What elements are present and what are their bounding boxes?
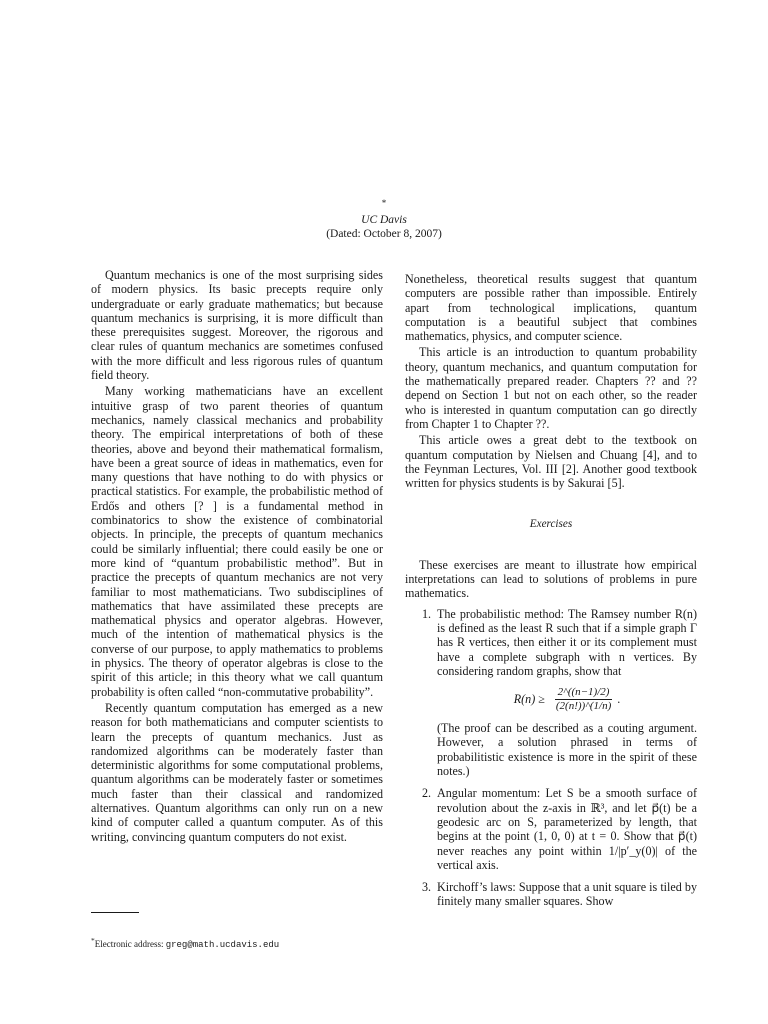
paragraph: Many working mathematicians have an excellent intuitive grasp of two parent theories of quantum mechanics, namely classical mechanics and probability theory. The empirical interpretations of both of these theories, above and beyond their mathematical formalism, have been a great source of ideas in mathematics, even for many questions that have nothing to do with physics or practical statistics. For example, the probabilistic method of Erdős and others [? ] is a fundamental method in combinatorics to show the existence of combinatorial objects. In principle, the precepts of quantum mechanics could be similarly influential; there could easily be one or more kind of “quantum probabilistic method”. But in practice the precepts of quantum mechanics are not very familiar to most mathematicians. Two subdisciplines of mathematics that have assimilated these precepts are mathematical physics and operator algebras. However, much of the intention of mathematical physics is the converse of our purpose, to apply mathematics to problems in physics. The theory of operator algebras is close to the spirit of this article; in this theory what we call quantum probability is often called “non-commutative probability”.	[91, 384, 383, 699]
footnote	[91, 935, 279, 951]
title-footnote-mark: *	[381, 198, 387, 208]
paragraph: This article owes a great debt to the textbook on quantum computation by Nielsen and Chuang [4], and to the Feynman Lectures, Vol. III [2]. Another good textbook written for physics students is by Sakurai [5].	[405, 433, 697, 491]
exercise-number: 3.	[422, 880, 432, 895]
author-affiliation: UC Davis	[361, 214, 407, 226]
paragraph: Nonetheless, theoretical results suggest that quantum computers are possible rather than impossible. Entirely apart from technological implications, quantum computation is a beautiful subject that combines mathematics, physics, and computer science.	[405, 272, 697, 344]
exercises-intro: These exercises are meant to illustrate how empirical interpretations can lead to solutions of problems in pure mathematics.	[405, 557, 697, 601]
exercise-item	[405, 880, 697, 909]
author-email: greg@math.ucdavis.edu	[165, 940, 280, 950]
exercise-text: Kirchoff’s laws: Suppose that a unit square is tiled by finitely many smaller squares. Show	[437, 880, 697, 909]
paragraph: Recently quantum computation has emerged as a new reason for both mathematicians and computer scientists to learn the precepts of quantum mechanics. Just as randomized algorithms can be moderately faster than deterministic algorithms for some computational problems, quantum algorithms can be moderately faster or sometimes much faster than their classical and randomized alternatives. Quantum algorithms can only run on a new kind of computer called a quantum computer. As of this writing, convincing quantum computers do not exist.	[91, 700, 383, 844]
exercise-list	[405, 607, 697, 909]
date-line: (Dated: October 8, 2007)	[326, 228, 442, 240]
footnote-label: Electronic address:	[94, 939, 166, 949]
footnote-mark: *	[91, 936, 95, 945]
section-heading-exercises: Exercises	[529, 518, 573, 531]
paragraph: Quantum mechanics is one of the most surprising sides of modern physics. Its basic precepts require only undergraduate or early graduate mathematics; but because quantum mechanics is surprising, it is more difficult than these prerequisites suggest. Moreover, the rigorous and clear rules of quantum mechanics are sometimes confused with the more difficult and less rigorous rules of quantum field theory.	[91, 268, 383, 383]
equation-fraction	[553, 686, 614, 713]
exercise-text: Angular momentum: Let S be a smooth surface of revolution about the z-axis in ℝ³, and let p⃗(t) be a geodesic arc on S, parameterized by length, that begins at the point (1, 0, 0) at t = 0. Show that p⃗(t) never reaches any point within 1/|p′_y(0)| of the vertical axis.	[437, 786, 697, 872]
footnote-divider	[91, 912, 139, 913]
equation-punctuation: .	[617, 692, 621, 707]
exercise-item	[405, 607, 697, 779]
equation-numerator: 2^((n−1)/2)	[555, 686, 613, 700]
exercise-item	[405, 786, 697, 872]
exercise-number: 2.	[422, 786, 432, 801]
exercise-note: (The proof can be described as a couting argument. However, a solution phrased in terms of probabilitistic existence is more in the spirit of these notes.)	[437, 721, 697, 779]
right-column	[405, 272, 697, 917]
exercise-text: The probabilistic method: The Ramsey number R(n) is defined as the least R such that if a simple graph Γ has R vertices, then either it or its complement must have a complete subgraph with n vertices. By considering random graphs, show that	[437, 606, 697, 678]
ramsey-inequality	[437, 686, 697, 713]
equation-denominator: (2(n!))^(1/n)	[555, 700, 612, 713]
equation-lhs: R(n) ≥	[513, 692, 545, 707]
paragraph: This article is an introduction to quantum probability theory, quantum mechanics, and quantum computation for the mathematically prepared reader. Chapters ?? and ?? depend on Section 1 but not on each other, so the reader who is interested in quantum computation can go directly from Chapter 1 to Chapter ??.	[405, 345, 697, 431]
left-column	[91, 268, 383, 844]
exercise-number: 1.	[422, 606, 432, 621]
